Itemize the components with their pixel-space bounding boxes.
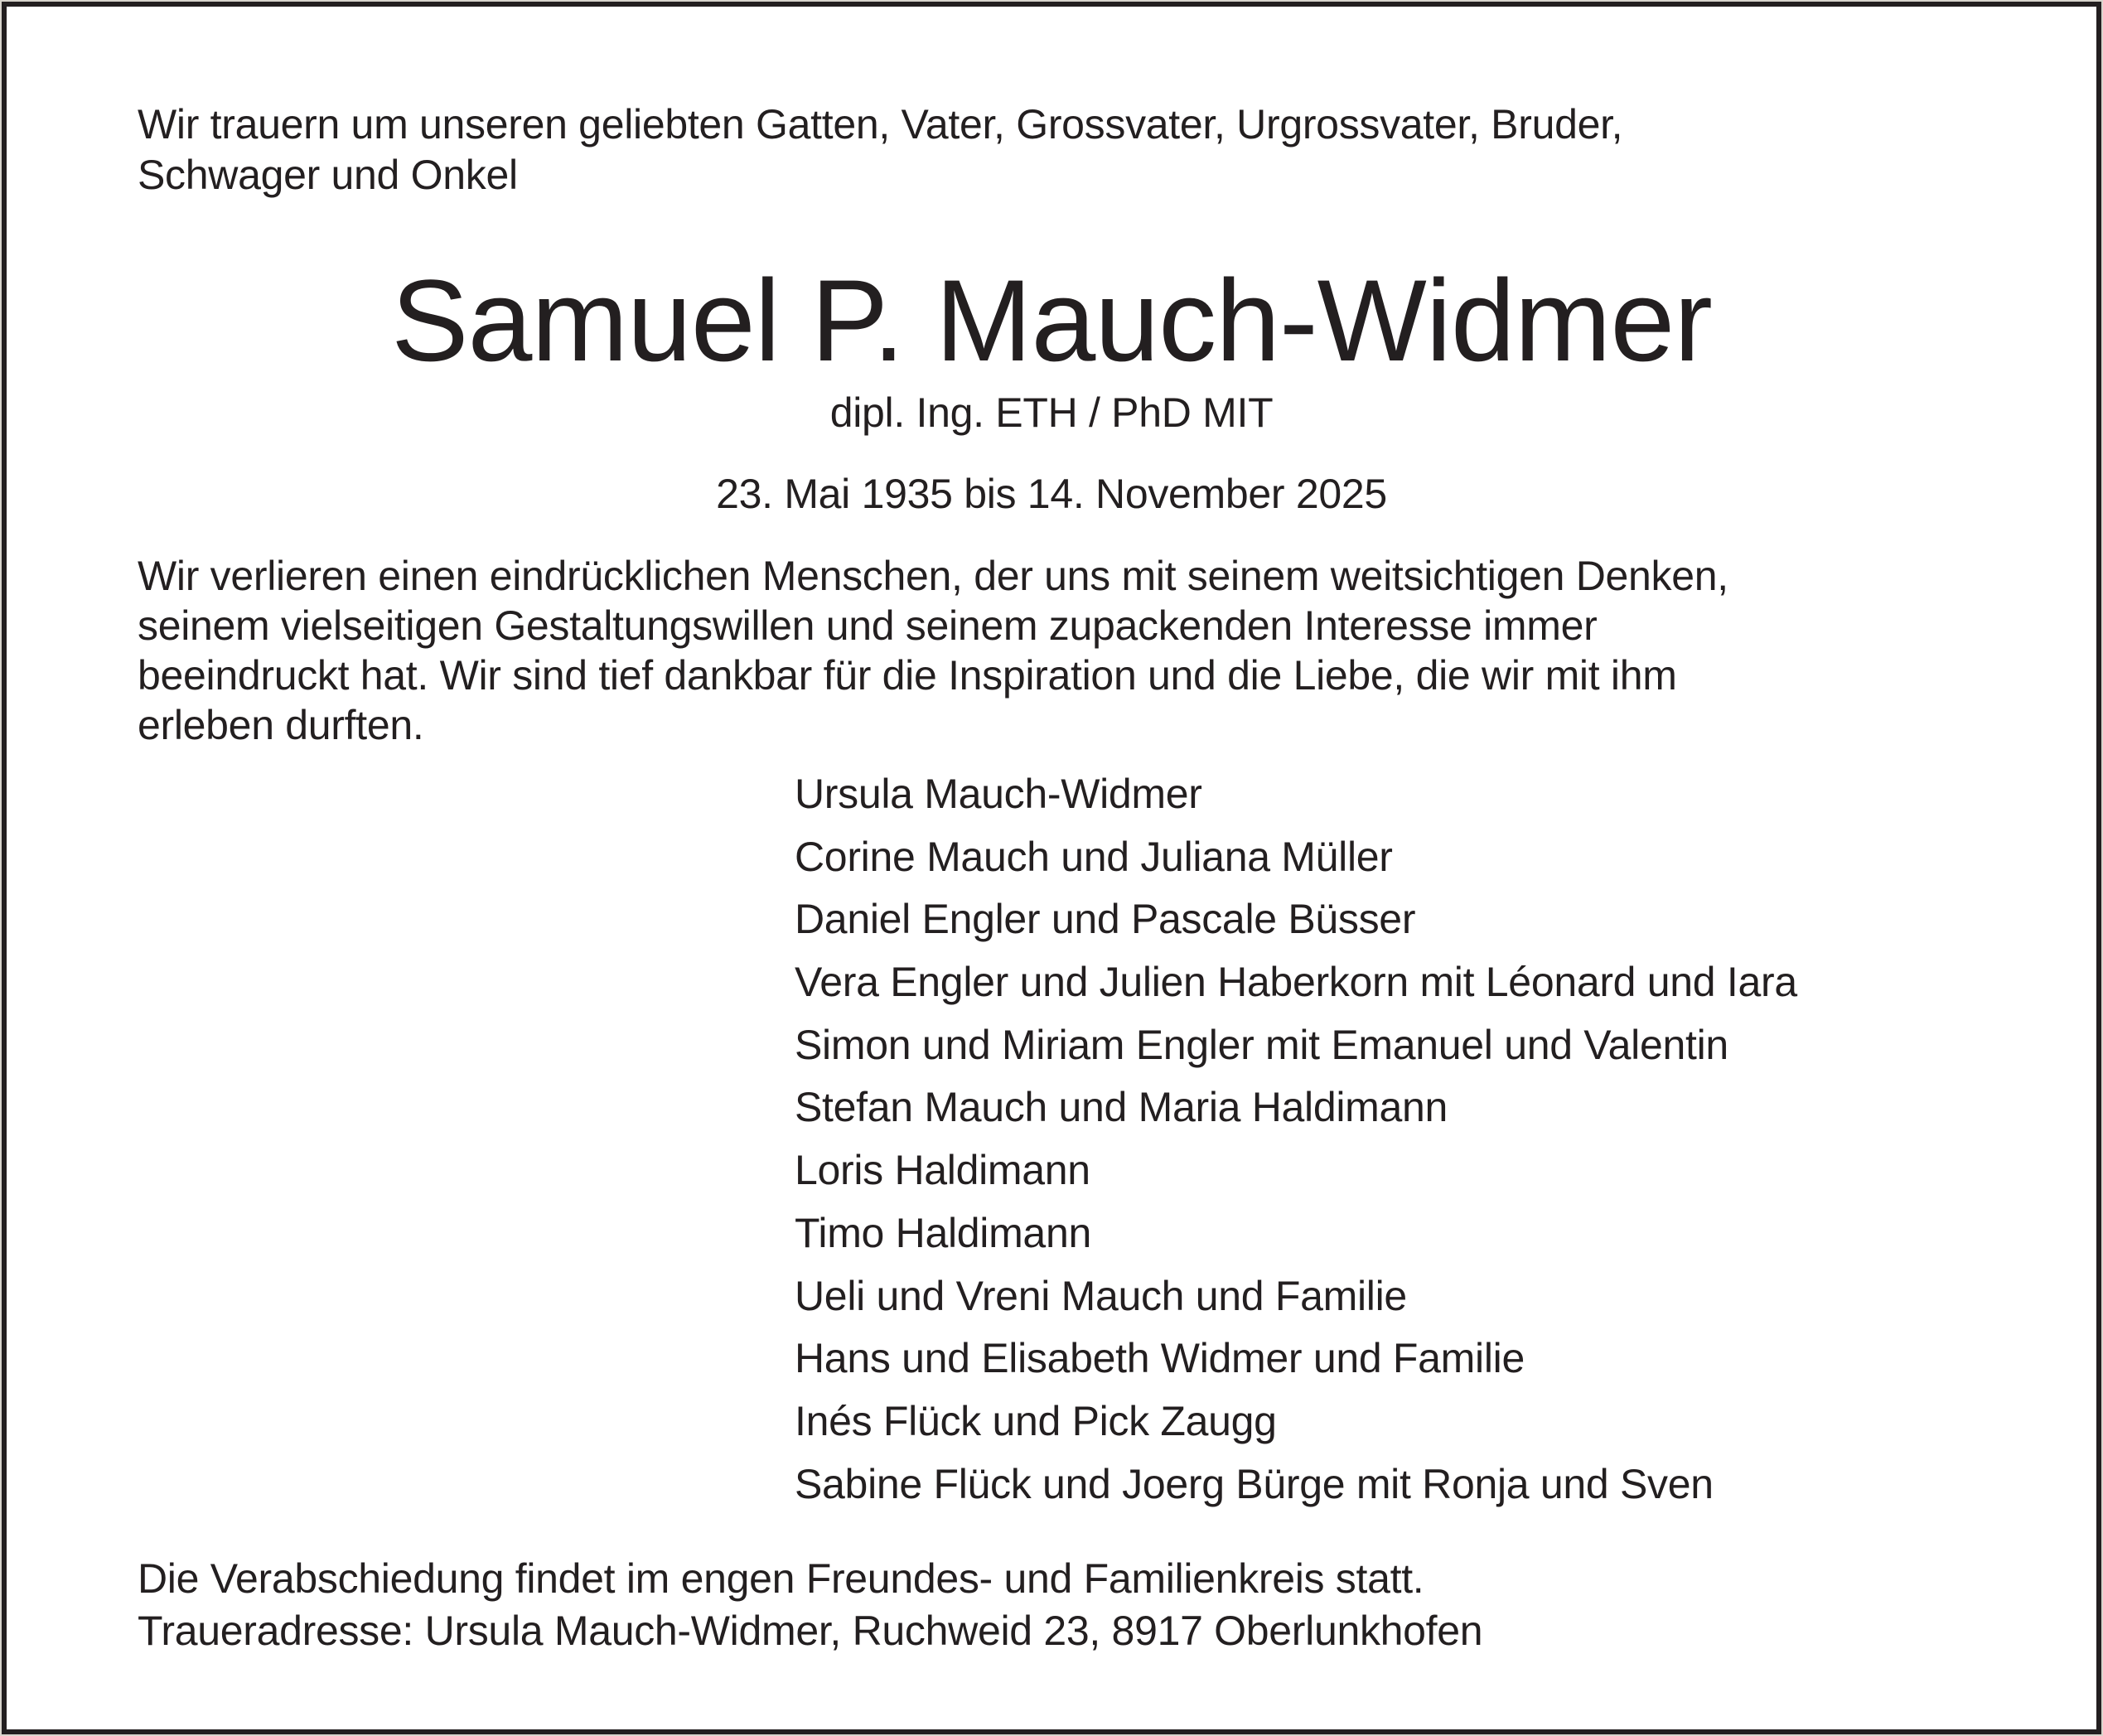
mourner-item: Loris Haldimann — [795, 1147, 1090, 1193]
deceased-title: dipl. Ing. ETH / PhD MIT — [829, 389, 1274, 436]
tribute-line-1: Wir verlieren einen eindrücklichen Menschen, der uns mit seinem weitsichtigen Denken, — [138, 553, 1728, 599]
tribute-line-4: erleben durften. — [138, 702, 424, 748]
mourner-item: Ursula Mauch-Widmer — [795, 771, 1202, 817]
intro-line-1: Wir trauern um unseren geliebten Gatten, Vater, Grossvater, Urgrossvater, Bruder, — [138, 101, 1623, 147]
farewell-info: Die Verabschiedung findet im engen Freundes- und Familienkreis statt. — [138, 1555, 1424, 1602]
mourner-item: Ueli und Vreni Mauch und Familie — [795, 1273, 1407, 1319]
mourner-item: Vera Engler und Julien Haberkorn mit Léonard und Iara — [795, 959, 1797, 1005]
mourner-item: Corine Mauch und Juliana Müller — [795, 834, 1393, 880]
tribute-line-3: beeindruckt hat. Wir sind tief dankbar für die Inspiration und die Liebe, die wir mit ihm — [138, 652, 1677, 699]
intro-line-2: Schwager und Onkel — [138, 152, 518, 198]
mourner-item: Simon und Miriam Engler mit Emanuel und Valentin — [795, 1022, 1728, 1068]
mourner-item: Inés Flück und Pick Zaugg — [795, 1398, 1277, 1444]
mourner-item: Timo Haldimann — [795, 1210, 1091, 1256]
deceased-name: Samuel P. Mauch-Widmer — [391, 255, 1712, 385]
mourner-item: Daniel Engler und Pascale Büsser — [795, 896, 1416, 942]
life-dates: 23. Mai 1935 bis 14. November 2025 — [716, 471, 1387, 517]
tribute-line-2: seinem vielseitigen Gestaltungswillen und seinem zupackenden Interesse immer — [138, 602, 1598, 649]
mourner-item: Stefan Mauch und Maria Haldimann — [795, 1084, 1448, 1130]
mourning-address: Traueradresse: Ursula Mauch-Widmer, Ruchweid 23, 8917 Oberlunkhofen — [138, 1608, 1483, 1654]
mourner-item: Hans und Elisabeth Widmer und Familie — [795, 1335, 1525, 1381]
mourner-item: Sabine Flück und Joerg Bürge mit Ronja und Sven — [795, 1461, 1714, 1507]
